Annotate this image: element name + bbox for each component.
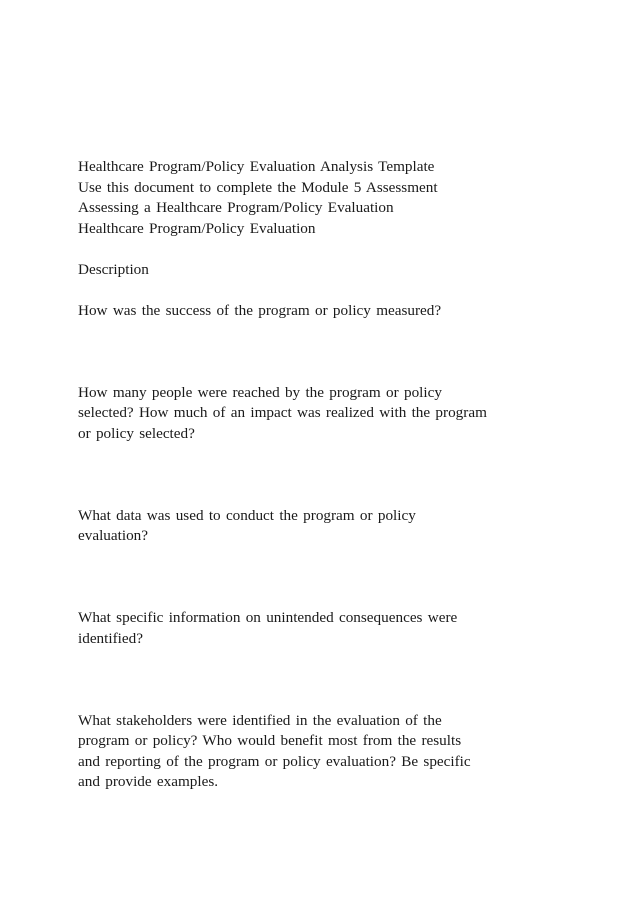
description-section	[78, 260, 598, 281]
document-content	[78, 157, 598, 793]
question-stakeholders	[78, 711, 598, 793]
section-title: Healthcare Program/Policy Evaluation	[78, 219, 316, 237]
assessment-name: Assessing a Healthcare Program/Policy Evaluation	[78, 199, 394, 216]
template-instruction: Use this document to complete the Module 5 Assessment	[78, 178, 438, 196]
question-line: program or policy? Who would benefit most from the results	[78, 732, 462, 749]
question-line: What stakeholders were identified in the evaluation of the	[78, 711, 442, 729]
question-line: or policy selected?	[78, 424, 195, 442]
question-reach-impact	[78, 383, 598, 445]
template-title: Healthcare Program/Policy Evaluation Analysis Template	[78, 158, 435, 175]
question-line: What specific information on unintended consequences were	[78, 609, 458, 626]
question-line: evaluation?	[78, 527, 148, 544]
question-line: and provide examples.	[78, 773, 219, 790]
template-header	[78, 157, 598, 239]
question-line: How was the success of the program or policy measured?	[78, 301, 442, 319]
question-success-measure	[78, 301, 598, 322]
question-data-used	[78, 506, 598, 547]
description-label: Description	[78, 260, 149, 278]
question-line: How many people were reached by the program or policy	[78, 383, 442, 401]
question-line: and reporting of the program or policy evaluation? Be specific	[78, 752, 471, 770]
question-line: identified?	[78, 629, 143, 647]
question-line: What data was used to conduct the program or policy	[78, 506, 416, 524]
question-unintended-consequences	[78, 608, 598, 649]
question-line: selected? How much of an impact was realized with the program	[78, 404, 487, 421]
